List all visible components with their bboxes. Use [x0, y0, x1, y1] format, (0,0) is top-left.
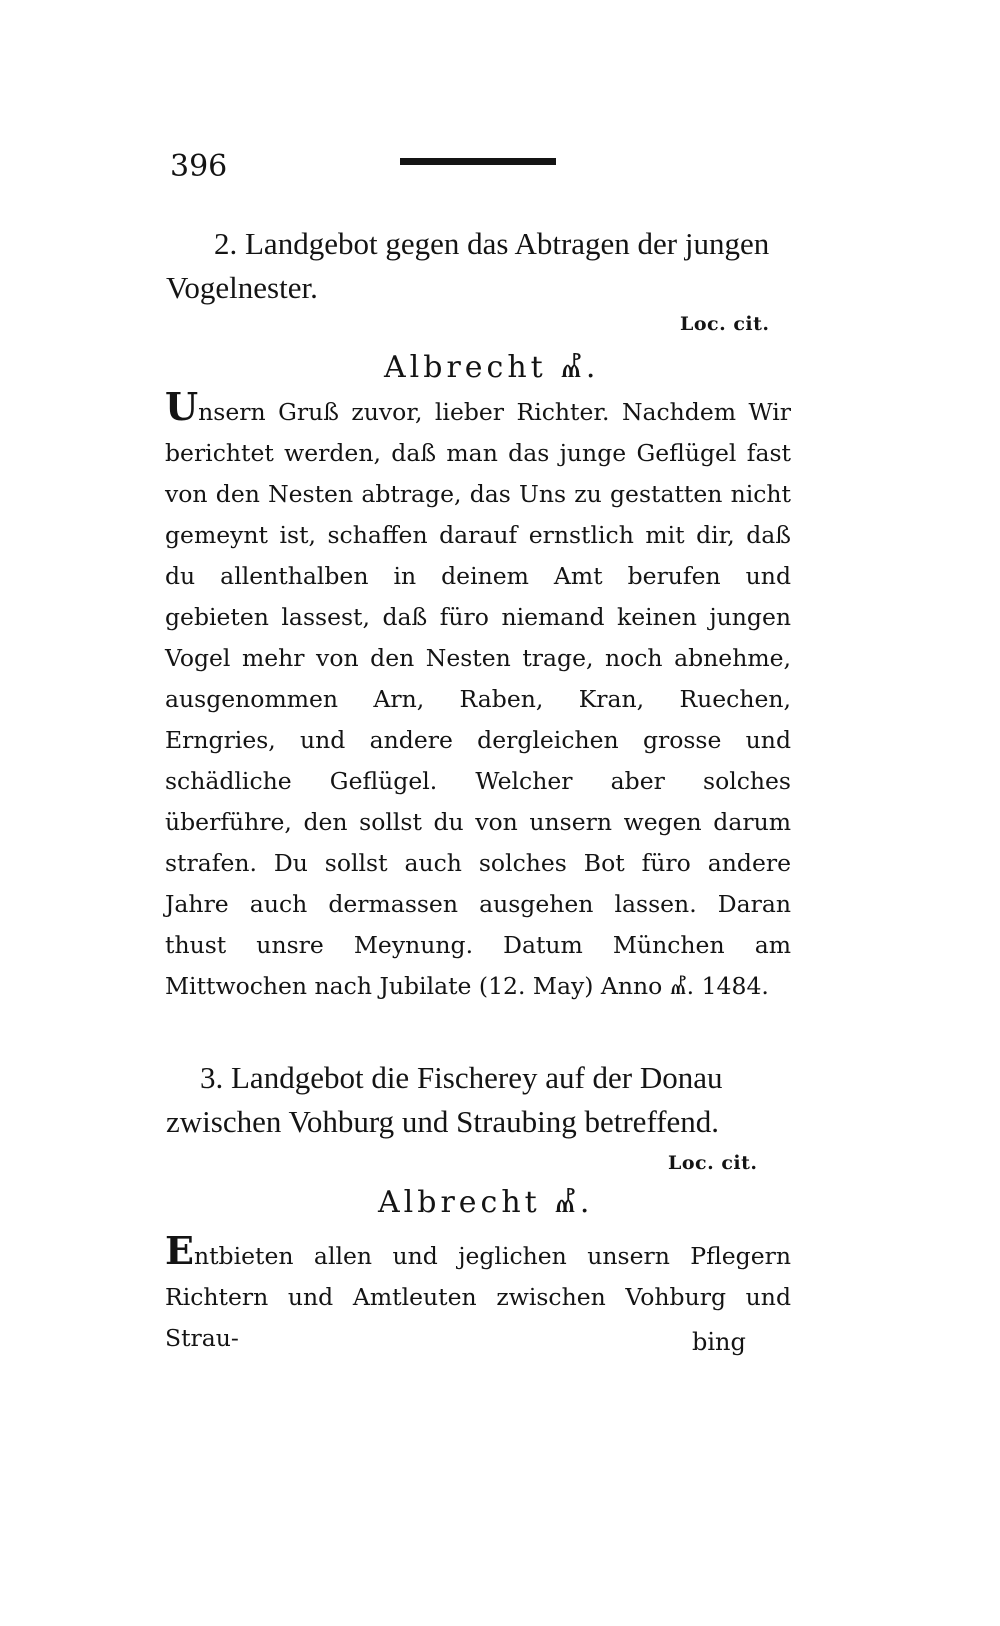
section-3-body-text: ntbieten allen und jeglichen unsern Pflegern Richtern und Amtleuten zwischen Vohburg und Strau- [165, 1242, 791, 1352]
section-2-heading-line-1: 2. Landgebot gegen das Abtragen der jungen [214, 226, 770, 261]
section-3-sender: Albrecht Ⰼ. [378, 1185, 594, 1220]
section-2-heading-line-2: Vogelnester. [166, 270, 318, 305]
section-3-heading [166, 1056, 816, 1144]
catchword: bing [692, 1328, 746, 1356]
section-2-body [165, 384, 791, 1007]
section-3-heading-line-1: 3. Landgebot die Fischerey auf der Donau [200, 1060, 723, 1095]
section-3-heading-line-2: zwischen Vohburg und Straubing betreffend. [166, 1104, 720, 1139]
section-2-sender: Albrecht Ⰼ. [384, 350, 600, 385]
section-2-body-text: nsern Gruß zuvor, lieber Richter. Nachdem Wir berichtet werden, daß man das junge Geflügel fast von den Nesten abtrage, das Uns zu gestatten nicht gemeynt ist, schaffen darauf ernstlich mit dir, daß du allenthalben in deinem Amt berufen und gebieten lassest, daß füro niemand keinen jungen Vogel mehr von den Nesten trage, noch abnehme, ausgenommen Arn, Raben, Kran, Ruechen, Erngries, und andere dergleichen grosse und schädliche Geflügel. Welcher aber solches überführe, den sollst du von unsern wegen darum strafen. Du sollst auch solches Bot füro andere Jahre auch dermassen ausgehen lassen. Daran thust unsre Meynung. Datum München am Mittwochen nach Jubilate (12. May) Anno Ⰼ. 1484. [165, 398, 791, 1000]
section-2-initial: U [165, 384, 199, 429]
section-2-heading [166, 222, 816, 310]
section-2-loc-citation: Loc. cit. [680, 313, 770, 335]
section-3-loc-citation: Loc. cit. [668, 1152, 758, 1174]
page-number: 396 [170, 149, 228, 184]
header-rule [400, 158, 556, 165]
section-3-initial: E [165, 1228, 194, 1273]
